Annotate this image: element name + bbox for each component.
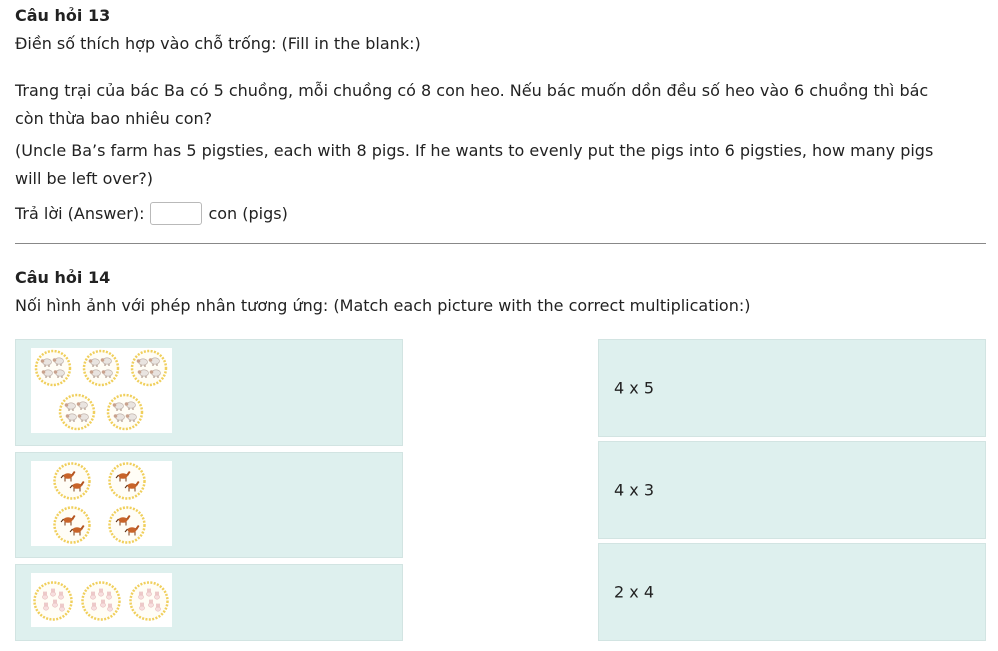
q13-text-vi-line1: Trang trại của bác Ba có 5 chuồng, mỗi chuồng có 8 con heo. Nếu bác muốn dồn đều số heo vào 6 chuồng thì bác (15, 81, 929, 100)
option-expression-2: 4 x 3 (614, 480, 654, 500)
horse-groups-image (31, 461, 172, 546)
q13-answer-label: Trả lời (Answer): (15, 203, 145, 223)
horse-group-4 (110, 508, 145, 543)
horse-group-3 (55, 508, 90, 543)
q13-answer-input[interactable] (150, 202, 202, 225)
option-box-3[interactable] (598, 543, 986, 641)
option-expression-1: 4 x 5 (614, 378, 654, 398)
sheep-group-2 (84, 351, 118, 385)
sheep-groups-picture (31, 348, 172, 433)
q13-text-en-line2: will be left over?) (15, 169, 154, 188)
q13-text-en-line1: (Uncle Ba’s farm has 5 pigsties, each with 8 pigs. If he wants to evenly put the pigs into 6 pigsties, how many pigs (15, 141, 934, 160)
picture-box-sheep[interactable] (15, 339, 403, 446)
picture-box-horse[interactable] (15, 452, 403, 558)
horse-group-1 (55, 464, 90, 499)
sheep-groups-image (31, 348, 172, 433)
horse-groups-picture (31, 461, 172, 546)
q13-title: Câu hỏi 13 (15, 6, 111, 25)
q14-title: Câu hỏi 14 (15, 268, 111, 287)
q13-answer-unit: con (pigs) (208, 203, 288, 223)
horse-group-2 (110, 464, 145, 499)
sheep-group-4 (60, 395, 94, 429)
sheep-group-5 (108, 395, 142, 429)
picture-box-rabbit[interactable] (15, 564, 403, 641)
sheep-group-1 (36, 351, 70, 385)
rabbit-groups-image (31, 573, 172, 627)
rabbit-group-2 (83, 583, 120, 620)
q14-instruction: Nối hình ảnh với phép nhân tương ứng: (Match each picture with the correct multiplication:) (15, 296, 751, 315)
sheep-group-3 (132, 351, 166, 385)
rabbit-groups-picture (31, 573, 172, 627)
q13-text-vi-line2: còn thừa bao nhiêu con? (15, 109, 213, 128)
rabbit-group-1 (35, 583, 72, 620)
q13-answer-row (15, 199, 288, 227)
question-divider (15, 243, 986, 244)
option-box-1[interactable] (598, 339, 986, 437)
option-box-2[interactable] (598, 441, 986, 539)
option-expression-3: 2 x 4 (614, 582, 654, 602)
rabbit-group-3 (131, 583, 168, 620)
q13-instruction: Điền số thích hợp vào chỗ trống: (Fill in the blank:) (15, 34, 421, 53)
